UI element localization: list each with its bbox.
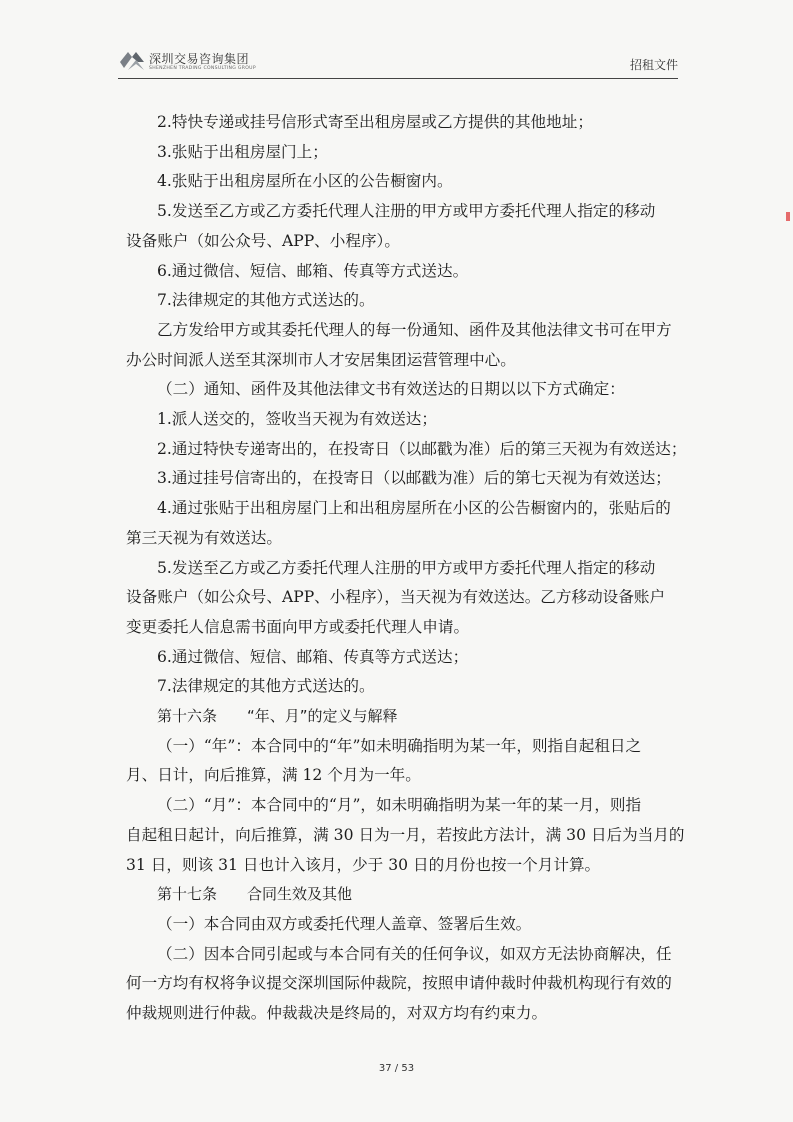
paragraph-line: 变更委托人信息需书面向甲方或委托代理人申请。 <box>126 617 470 636</box>
paragraph-line: （二）通知、函件及其他法律文书有效送达的日期以以下方式确定： <box>157 380 625 399</box>
company-name-cn: 深圳交易咨询集团 <box>149 52 250 66</box>
paragraph-line: 仲裁规则进行仲裁。仲裁裁决是终局的，对双方均有约束力。 <box>126 1004 548 1023</box>
paragraph-line: 5.发送至乙方或乙方委托代理人注册的甲方或甲方委托代理人指定的移动 <box>157 558 656 577</box>
paragraph-line: 6.通过微信、短信、邮箱、传真等方式送达。 <box>157 261 469 280</box>
paragraph-line: 第三天视为有效送达。 <box>126 528 282 547</box>
paragraph-line: 3.张贴于出租房屋门上； <box>157 142 328 161</box>
article-number: 第十七条 <box>157 885 218 904</box>
paragraph-line: 月、日计，向后推算，满 12 个月为一年。 <box>126 766 421 785</box>
body-text <box>126 108 687 1029</box>
paragraph-line: 乙方发给甲方或其委托代理人的每一份通知、函件及其他法律文书可在甲方 <box>157 320 672 339</box>
company-logo-icon <box>118 48 146 74</box>
paragraph-line: （二）“月”：本合同中的“月”，如未明确指明为某一年的某一月，则指 <box>157 796 642 815</box>
paragraph-line: 31 日，则该 31 日也计入该月，少于 30 日的月份也按一个月计算。 <box>126 855 601 874</box>
paragraph-line: 7.法律规定的其他方式送达的。 <box>157 677 375 696</box>
paragraph-line: 4.张贴于出租房屋所在小区的公告橱窗内。 <box>157 172 453 191</box>
paragraph-line: 何一方均有权将争议提交深圳国际仲裁院，按照申请仲裁时仲裁机构现行有效的 <box>126 974 672 993</box>
paragraph-line: 设备账户（如公众号、APP、小程序）。 <box>126 231 400 250</box>
paragraph-line: 7.法律规定的其他方式送达的。 <box>157 291 375 310</box>
article-number: 第十六条 <box>157 707 218 726</box>
paragraph-line: 4.通过张贴于出租房屋门上和出租房屋所在小区的公告橱窗内的，张贴后的 <box>157 499 671 518</box>
paragraph-line: 2.特快专递或挂号信形式寄至出租房屋或乙方提供的其他地址； <box>157 113 593 131</box>
page-number: 37 / 53 <box>378 1063 415 1074</box>
paragraph-line: 办公时间派人送至其深圳市人才安居集团运营管理中心。 <box>126 350 516 369</box>
paragraph-line: 2.通过特快专递寄出的，在投寄日（以邮戳为准）后的第三天视为有效送达； <box>157 439 687 458</box>
paragraph-line: （一）“年”：本合同中的“年”如未明确指明为某一年，则指自起租日之 <box>157 736 642 755</box>
company-name-en: SHENZHEN TRADING CONSULTING GROUP <box>149 66 256 71</box>
paragraph-line: 自起租日起计，向后推算，满 30 日为一月，若按此方法计，满 30 日后为当月的 <box>126 825 685 844</box>
header-divider <box>118 78 678 79</box>
article-title: “年、月”的定义与解释 <box>247 707 398 726</box>
document-type-label: 招租文件 <box>629 58 678 72</box>
article-title: 合同生效及其他 <box>247 885 353 904</box>
article-heading <box>126 880 678 910</box>
paragraph-line: 5.发送至乙方或乙方委托代理人注册的甲方或甲方委托代理人指定的移动 <box>157 202 656 221</box>
paragraph-line: 6.通过微信、短信、邮箱、传真等方式送达； <box>157 647 469 666</box>
paragraph-line: （一）本合同由双方或委托代理人盖章、签署后生效。 <box>157 914 532 933</box>
paragraph-line: 3.通过挂号信寄出的，在投寄日（以邮戳为准）后的第七天视为有效送达； <box>157 469 671 488</box>
paragraph-line: 设备账户（如公众号、APP、小程序），当天视为有效送达。乙方移动设备账户 <box>126 588 666 607</box>
edge-mark <box>786 212 790 221</box>
paragraph-line: 1.派人送交的，签收当天视为有效送达； <box>157 410 437 429</box>
paragraph-line: （二）因本合同引起或与本合同有关的任何争议，如双方无法协商解决，任 <box>157 944 672 963</box>
article-heading <box>126 702 678 732</box>
